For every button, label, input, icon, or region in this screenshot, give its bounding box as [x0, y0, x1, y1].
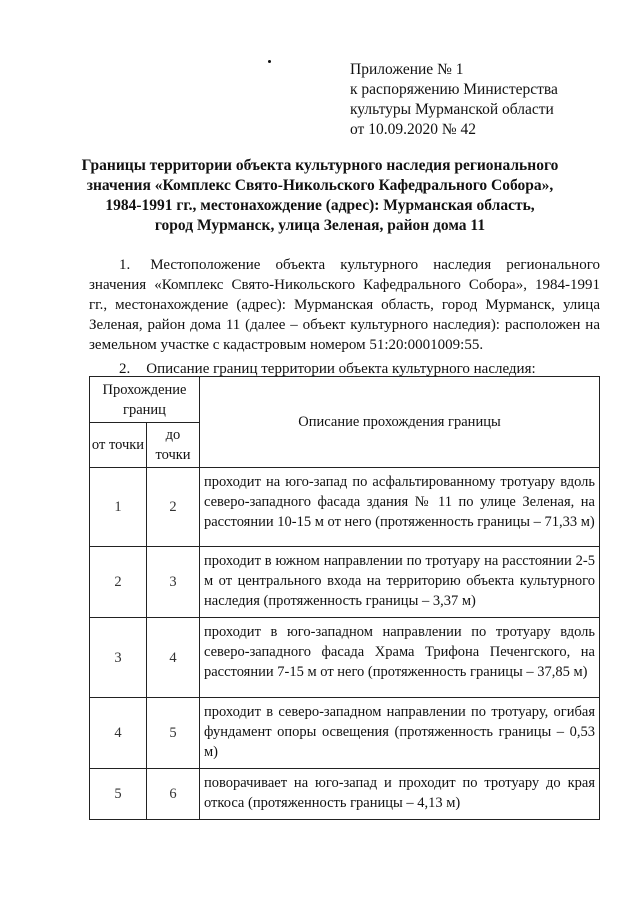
to-point: 2	[147, 468, 200, 547]
table-row	[90, 547, 600, 618]
section-2-number: 2.	[119, 361, 131, 377]
boundary-table	[89, 376, 600, 820]
boundary-description	[200, 468, 600, 547]
description-text: поворачивает на юго-запад и проходит по тротуару до края откоса (протяженность границы – 4,13 м)	[204, 775, 595, 811]
section-2-text: Описание границ территории объекта культурного наследия:	[146, 361, 536, 377]
header-description: Описание прохождения границы	[200, 377, 600, 468]
title-line: значения «Комплекс Свято-Никольского Кафедрального Собора»,	[86, 177, 554, 194]
section-1-text: Местоположение объекта культурного наследия регионального значения «Комплекс Свято-Никольского Кафедрального Собора», 1984-1991 гг., местонахождение (адрес): Мурманская область, город Мурманск, улица Зеленая, район дома 11 (далее – объект культурного наследия): расположен на земельном участке с кадастровым номером 51:20:0001009:55.	[89, 257, 600, 353]
scan-dot	[268, 60, 271, 63]
description-text: проходит в южном направлении по тротуару на расстоянии 2-5 м от центрального входа на территорию объекта культурного наследия (протяженность границы – 3,37 м)	[204, 553, 595, 609]
appendix-line: культуры Мурманской области	[350, 101, 554, 118]
description-text: проходит в северо-западном направлении по тротуару, огибая фундамент опоры освещения (протяженность границы – 0,53 м)	[204, 704, 595, 760]
description-text: проходит в юго-западном направлении по тротуару вдоль северо-западного фасада Храма Трифона Печенгского, на расстоянии 7-15 м от него (протяженность границы – 37,85 м)	[204, 624, 595, 680]
table-row	[90, 618, 600, 698]
table-row	[90, 468, 600, 547]
header-to: до точки	[147, 423, 200, 468]
from-point: 1	[90, 468, 147, 547]
header-group: Прохождение границ	[90, 377, 200, 423]
to-point: 5	[147, 698, 200, 769]
to-point: 3	[147, 547, 200, 618]
boundary-description	[200, 769, 600, 820]
title-line: 1984-1991 гг., местонахождение (адрес): Мурманская область,	[105, 197, 535, 214]
from-point: 4	[90, 698, 147, 769]
table-row	[90, 769, 600, 820]
appendix-line: Приложение № 1	[350, 61, 464, 78]
boundary-description	[200, 698, 600, 769]
appendix-line: к распоряжению Министерства	[350, 81, 558, 98]
description-text: проходит на юго-запад по асфальтированному тротуару вдоль северо-западного фасада здания № 11 по улице Зеленая, на расстоянии 10-15 м от него (протяженность границы – 71,33 м)	[204, 474, 595, 530]
section-1-number: 1.	[119, 257, 131, 273]
to-point: 6	[147, 769, 200, 820]
document-title	[40, 156, 600, 236]
title-line: Границы территории объекта культурного наследия регионального	[81, 157, 559, 174]
to-point: 4	[147, 618, 200, 698]
title-line: город Мурманск, улица Зеленая, район дома 11	[154, 217, 486, 234]
boundary-description	[200, 547, 600, 618]
appendix-line: от 10.09.2020 № 42	[350, 121, 476, 138]
from-point: 3	[90, 618, 147, 698]
appendix-block	[350, 60, 558, 140]
from-point: 5	[90, 769, 147, 820]
header-from: от точки	[90, 423, 147, 468]
boundary-description	[200, 618, 600, 698]
from-point: 2	[90, 547, 147, 618]
table-row	[90, 698, 600, 769]
section-1-paragraph	[89, 255, 600, 355]
